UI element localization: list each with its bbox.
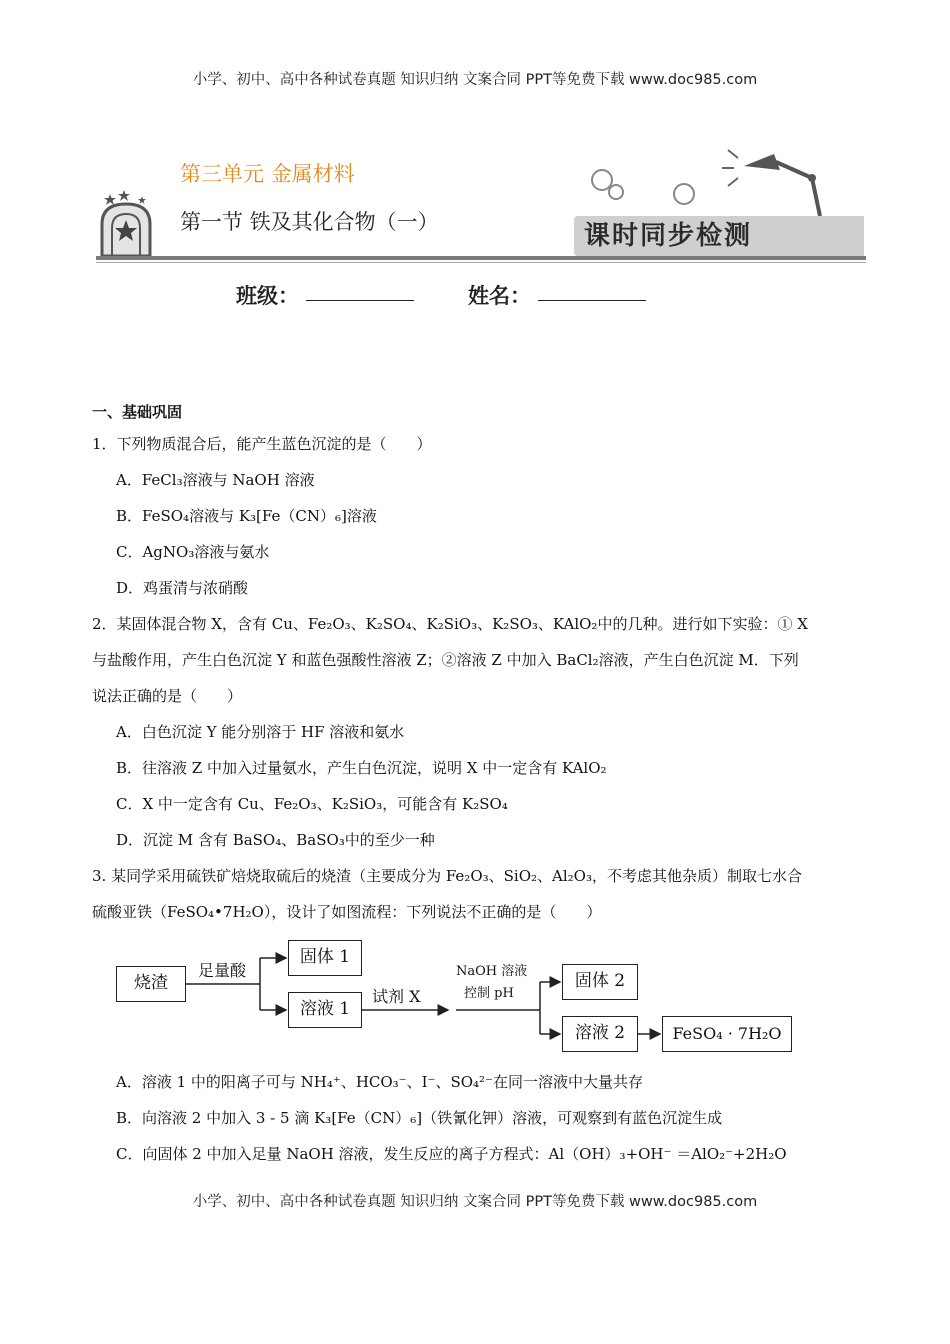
class-blank[interactable] xyxy=(306,300,414,301)
flow-box-product: FeSO₄ · 7H₂O xyxy=(662,1016,792,1052)
q2-stem-line: 与盐酸作用，产生白色沉淀 Y 和蓝色强酸性溶液 Z；②溶液 Z 中加入 BaCl₂溶液，产生白色沉淀 M．下列 xyxy=(92,651,799,669)
q3-stem-line: 硫酸亚铁（FeSO₄•7H₂O），设计了如图流程：下列说法不正确的是（ ） xyxy=(92,903,602,921)
q2-stem-line: 说法正确的是（ ） xyxy=(92,687,243,705)
section-title: 第一节 铁及其化合物（一） xyxy=(180,210,439,234)
q1-option-d: D．鸡蛋清与浓硝酸 xyxy=(116,579,249,597)
flow-label-naoh: NaOH 溶液 xyxy=(456,964,528,979)
q1-option-c: C．AgNO₃溶液与氨水 xyxy=(116,543,270,561)
bottom-site-banner: 小学、初中、高中各种试卷真题 知识归纳 文案合同 PPT等免费下载 www.doc985.com xyxy=(192,1194,758,1210)
flow-label-reagent: 试剂 X xyxy=(372,987,421,1006)
q2-stem-line: 2．某固体混合物 X，含有 Cu、Fe₂O₃、K₂SO₄、K₂SiO₃、K₂SO₃、KAlO₂中的几种。进行如下实验：① X xyxy=(92,615,808,633)
name-blank[interactable] xyxy=(538,300,646,301)
q3-option-c: C．向固体 2 中加入足量 NaOH 溶液，发生反应的离子方程式：Al（OH）₃+OH⁻ ＝AlO₂⁻+2H₂O xyxy=(116,1145,787,1163)
flow-box-solid1: 固体 1 xyxy=(288,940,362,976)
q1-stem: 1．下列物质混合后，能产生蓝色沉淀的是（ ） xyxy=(92,435,432,453)
bubbles-icon xyxy=(586,162,696,212)
flow-box-start: 烧渣 xyxy=(116,966,186,1002)
name-label: 姓名： xyxy=(468,283,531,308)
q1-option-a: A．FeCl₃溶液与 NaOH 溶液 xyxy=(116,471,315,489)
q1-option-b: B．FeSO₄溶液与 K₃[Fe（CN）₆]溶液 xyxy=(116,507,377,525)
desk-lamp-icon xyxy=(716,148,866,218)
star-badge-icon xyxy=(98,190,158,256)
flow-box-solution2: 溶液 2 xyxy=(562,1016,638,1052)
q3-stem-line: 3. 某同学采用硫铁矿焙烧取硫后的烧渣（主要成分为 Fe₂O₃、SiO₂、Al₂O₃，不考虑其他杂质）制取七水合 xyxy=(92,867,802,885)
flow-box-solid2: 固体 2 xyxy=(562,964,638,1000)
section-heading: 一、基础巩固 xyxy=(92,403,183,421)
banner-divider xyxy=(96,256,866,260)
q2-option-d: D．沉淀 M 含有 BaSO₄、BaSO₃中的至少一种 xyxy=(116,831,435,849)
flow-label-ph: 控制 pH xyxy=(464,986,514,1001)
class-label: 班级： xyxy=(236,283,299,308)
banner-divider-thin xyxy=(96,262,866,263)
top-site-banner: 小学、初中、高中各种试卷真题 知识归纳 文案合同 PPT等免费下载 www.doc985.com xyxy=(192,72,758,88)
q3-option-b: B．向溶液 2 中加入 3 - 5 滴 K₃[Fe（CN）₆]（铁氰化钾）溶液，可观察到有蓝色沉淀生成 xyxy=(116,1109,723,1127)
process-flow-chart xyxy=(110,932,810,1062)
q2-option-a: A．白色沉淀 Y 能分别溶于 HF 溶液和氨水 xyxy=(116,723,405,741)
unit-title: 第三单元 金属材料 xyxy=(180,162,355,186)
sync-test-label: 课时同步检测 xyxy=(574,216,864,256)
flow-box-solution1: 溶液 1 xyxy=(288,992,362,1028)
q2-option-b: B．往溶液 Z 中加入过量氨水，产生白色沉淀，说明 X 中一定含有 KAlO₂ xyxy=(116,759,607,777)
q3-option-a: A．溶液 1 中的阳离子可与 NH₄⁺、HCO₃⁻、I⁻、SO₄²⁻在同一溶液中大量共存 xyxy=(116,1073,643,1091)
q2-option-c: C．X 中一定含有 Cu、Fe₂O₃、K₂SiO₃，可能含有 K₂SO₄ xyxy=(116,795,508,813)
title-banner xyxy=(96,128,866,268)
flow-label-acid: 足量酸 xyxy=(198,961,247,980)
